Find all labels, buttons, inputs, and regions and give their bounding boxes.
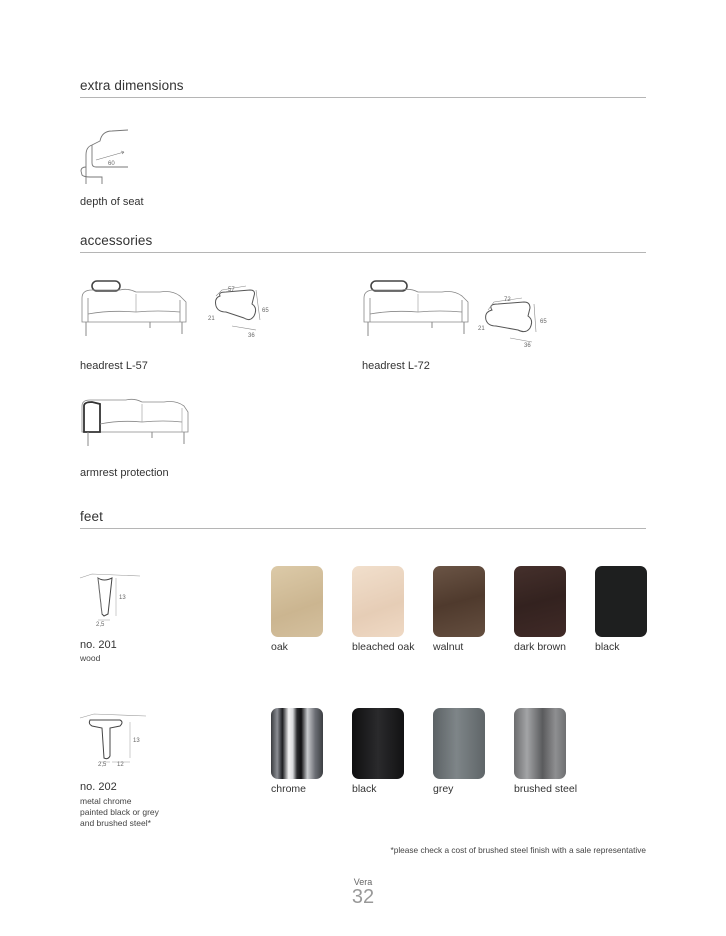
swatch-grey-label: grey: [433, 783, 454, 795]
swatch-black-wood[interactable]: [595, 566, 647, 637]
swatch-chrome-label: chrome: [271, 783, 307, 795]
sofa-with-headrest-57-drawing: [80, 280, 190, 342]
headrest-57-height: 65: [262, 308, 269, 314]
section-title-extra-dimensions: extra dimensions: [80, 78, 184, 93]
swatch-bleached-oak[interactable]: [352, 566, 404, 637]
swatch-bleached-oak-label: bleached oak: [352, 641, 415, 653]
foot-202-name: no. 202: [80, 781, 117, 793]
foot-202-drawing: [80, 712, 160, 772]
foot-202-length: 12: [117, 762, 124, 768]
foot-202-width: 2,5: [98, 762, 107, 768]
armrest-protection-caption: armrest protection: [80, 467, 169, 479]
divider: [80, 97, 646, 98]
headrest-57-width: 57: [228, 287, 235, 293]
page-number: 32: [351, 886, 375, 908]
swatch-brushed-steel[interactable]: [514, 708, 566, 779]
foot-201-name: no. 201: [80, 639, 117, 651]
swatch-dark-brown[interactable]: [514, 566, 566, 637]
foot-202-material-3: and brushed steel*: [80, 818, 151, 828]
brushed-steel-footnote: *please check a cost of brushed steel finish with a sale representative: [390, 845, 646, 855]
swatch-black-metal[interactable]: [352, 708, 404, 779]
swatch-black-wood-label: black: [595, 641, 620, 653]
section-title-feet: feet: [80, 509, 103, 524]
swatch-walnut-label: walnut: [433, 641, 464, 653]
divider: [80, 252, 646, 253]
headrest-72-caption: headrest L-72: [362, 360, 430, 372]
swatch-chrome[interactable]: [271, 708, 323, 779]
sofa-with-armrest-protection-drawing: [80, 396, 190, 454]
swatch-oak-label: oak: [271, 641, 288, 653]
foot-201-height: 13: [119, 595, 126, 601]
foot-202-height: 13: [133, 738, 140, 744]
divider: [80, 528, 646, 529]
headrest-72-dimensions-drawing: [478, 294, 558, 350]
foot-201-material: wood: [80, 653, 101, 663]
headrest-72-base: 36: [524, 343, 531, 349]
foot-202-material-1: metal chrome: [80, 796, 132, 806]
swatch-grey[interactable]: [433, 708, 485, 779]
swatch-dark-brown-label: dark brown: [514, 641, 566, 653]
headrest-57-depth: 21: [208, 316, 215, 322]
headrest-57-caption: headrest L-57: [80, 360, 148, 372]
foot-202-material-2: painted black or grey: [80, 807, 159, 817]
headrest-57-base: 36: [248, 333, 255, 339]
headrest-57-dimensions-drawing: [210, 282, 280, 340]
swatch-brushed-steel-label: brushed steel: [514, 783, 578, 795]
foot-201-drawing: [80, 570, 150, 630]
foot-201-width: 2,5: [96, 622, 105, 628]
headrest-72-depth: 21: [478, 326, 485, 332]
depth-dimension-label: 60: [108, 161, 115, 167]
headrest-72-height: 65: [540, 319, 547, 325]
depth-of-seat-caption: depth of seat: [80, 196, 144, 208]
footer-brand: Vera: [353, 877, 373, 887]
headrest-72-width: 72: [504, 297, 511, 303]
swatch-walnut[interactable]: [433, 566, 485, 637]
sofa-with-headrest-72-drawing: [362, 280, 472, 342]
seat-depth-drawing: [78, 127, 138, 187]
swatch-oak[interactable]: [271, 566, 323, 637]
swatch-black-metal-label: black: [352, 783, 377, 795]
section-title-accessories: accessories: [80, 233, 153, 248]
